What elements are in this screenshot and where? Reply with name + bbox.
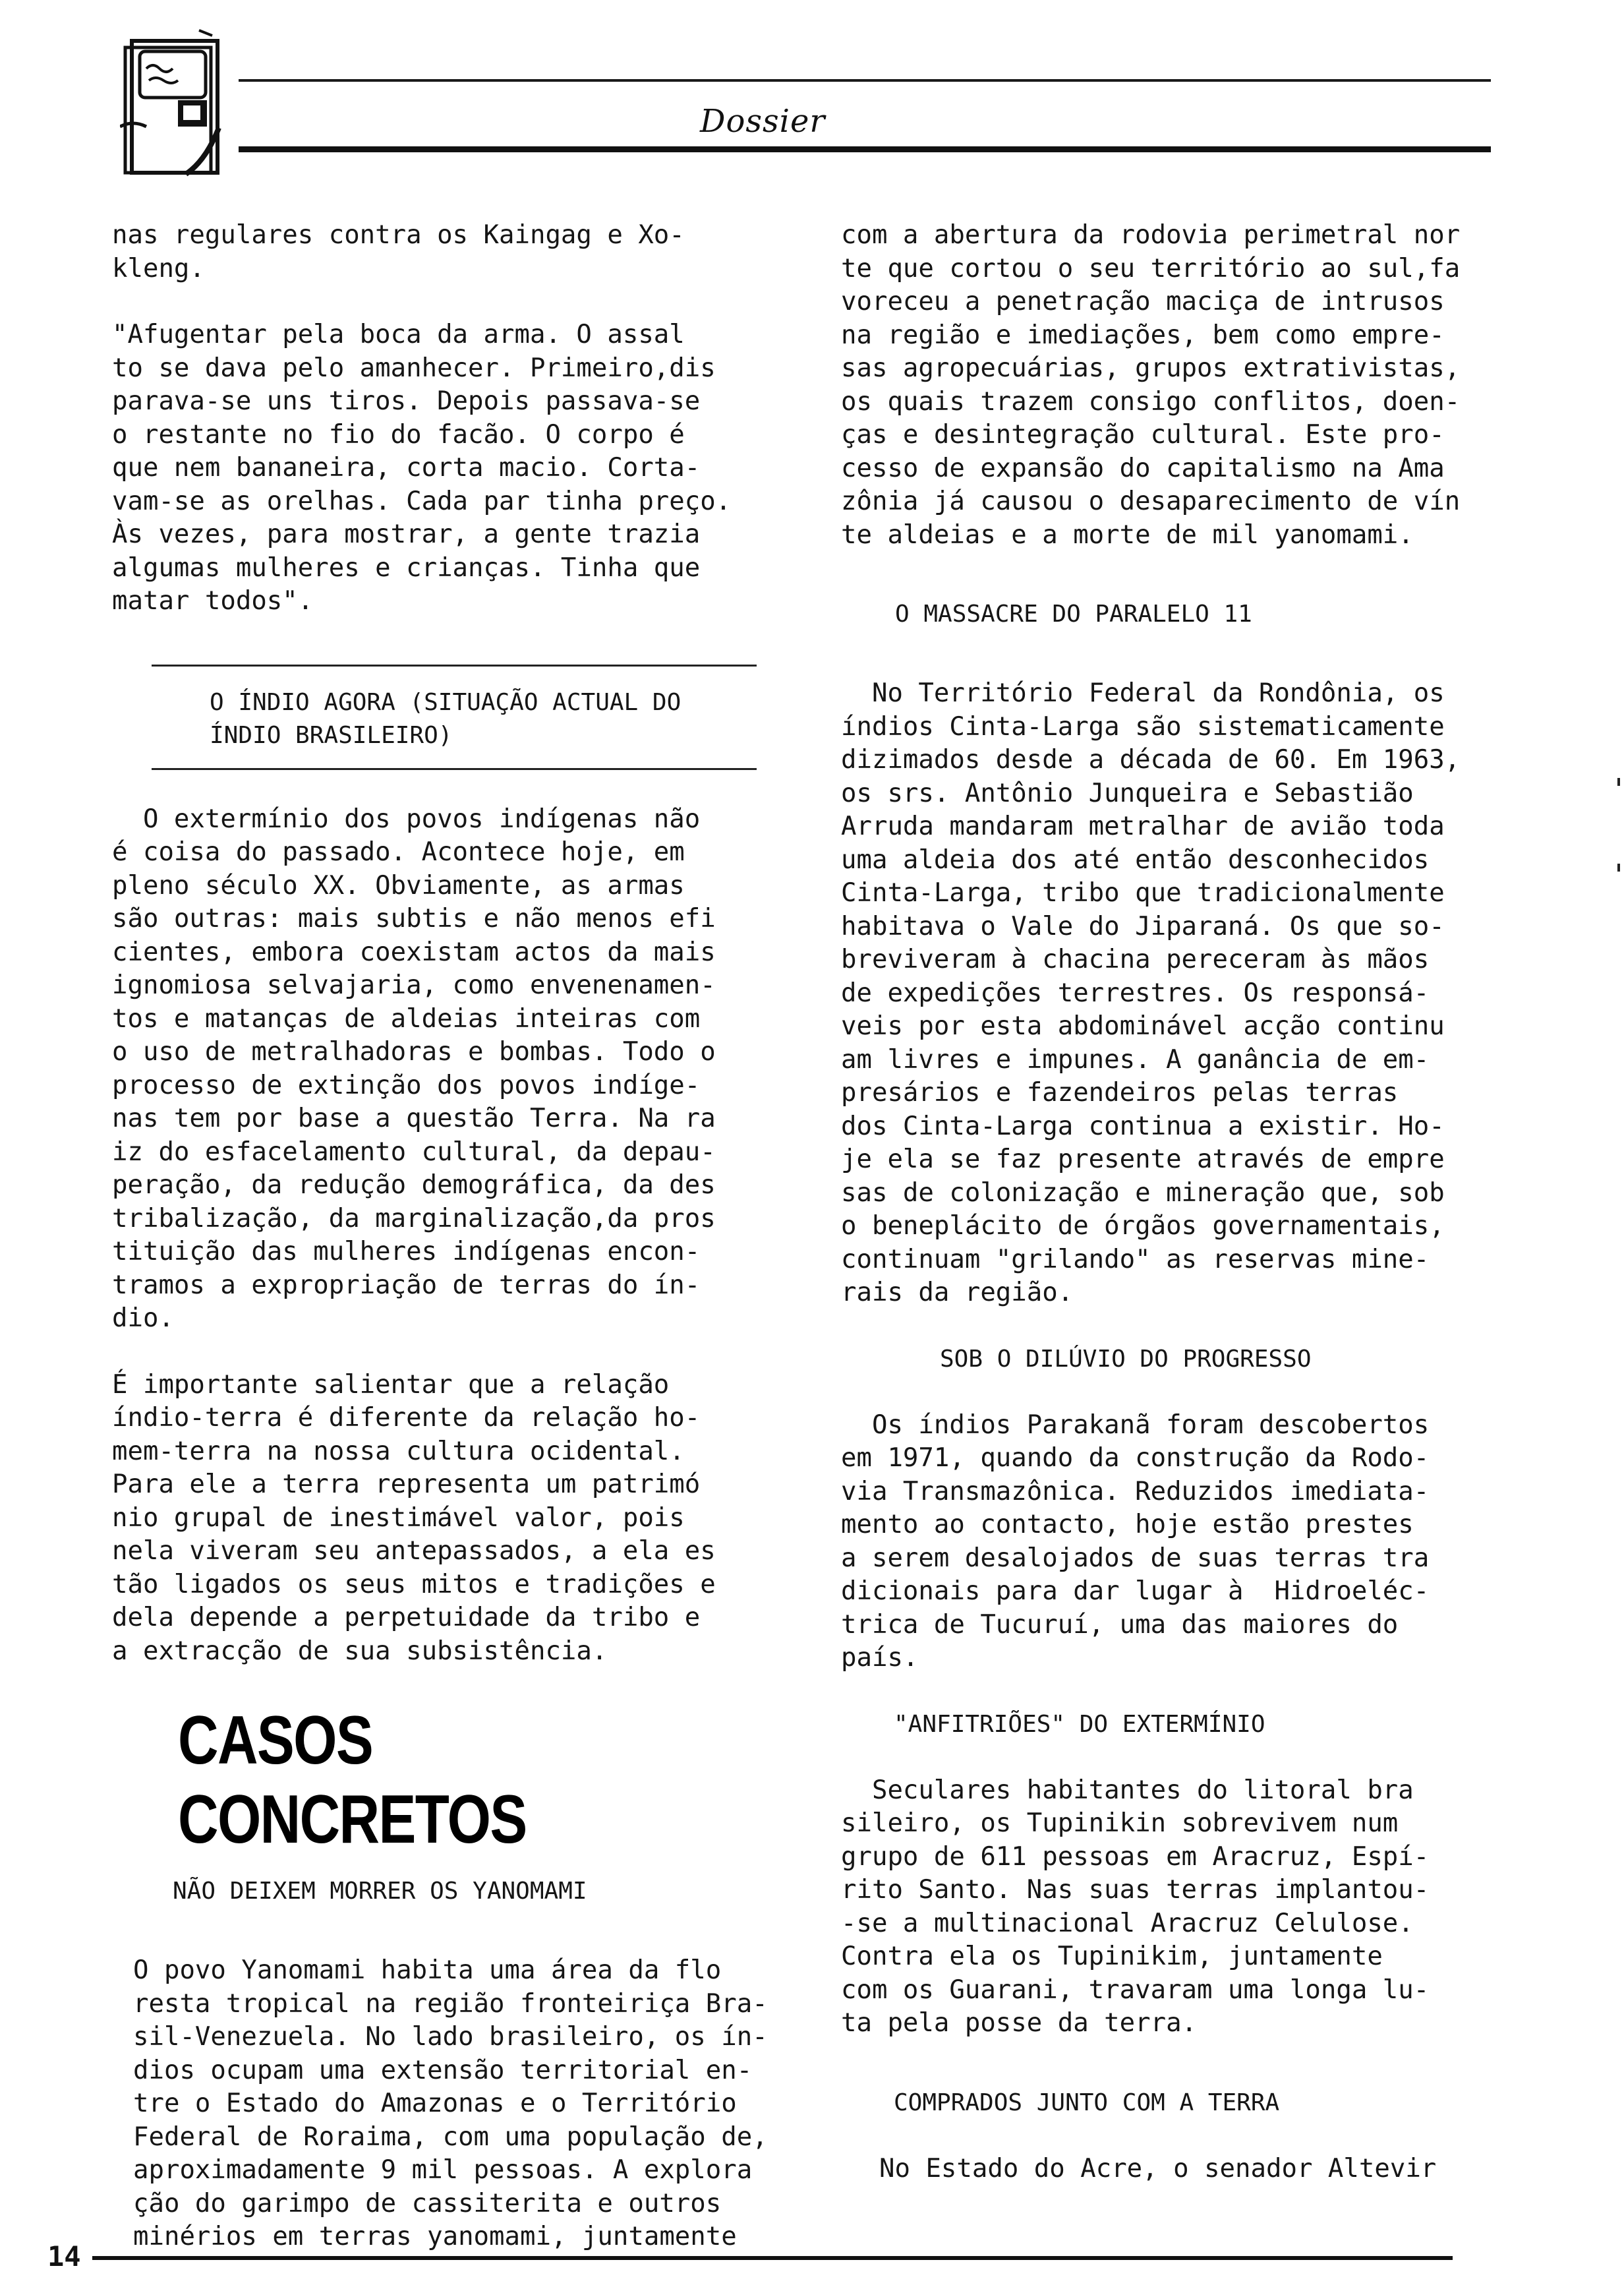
footer-rule xyxy=(92,2256,1453,2260)
page-number: 14 xyxy=(47,2240,81,2273)
paragraph: Os índios Parakanã foram descobertos em 1971, quando da construção da Rodo- via Transmazônica. Reduzidos imediata- mento ao contacto, hoje estão prestes a serem desalojados de suas terras tra dicionais para dar lugar à Hidroeléc- trica de Tucuruí, uma das maiores do país. xyxy=(841,1410,1430,1673)
paragraph: É importante salientar que a relação índio-terra é diferente da relação ho- mem-terra na nossa cultura ocidental. Para ele a terra representa um patrimó nio grupal de inestimável valor, pois nela viveram seu antepassados, a ela es tão ligados os seus mitos e tradições e dela depende a perpetuidade da tribo e a extracção de sua subsistência. xyxy=(112,1369,716,1666)
heading-massacre: O MASSACRE DO PARALELO 11 xyxy=(895,601,1252,628)
boxed-heading xyxy=(152,665,757,770)
box-heading-text: O ÍNDIO AGORA (SITUAÇÃO ACTUAL DO ÍNDIO BRASILEIRO) xyxy=(210,688,682,749)
paragraph: O extermínio dos povos indígenas não é coisa do passado. Acontece hoje, em pleno século XX. Obviamente, as armas são outras: mais subtis e não menos efi cientes, embora coexistam actos da mais ignomiosa selvajaria, como envenenamen- tos e matanças de aldeias inteiras com o uso de metralhadoras e bombas. Todo o processo de extinção dos povos indíge- nas tem por base a questão Terra. Na ra iz do esfacelamento cultural, da depau- peração, da redução demográfica, da des tribalização, da marginalização,da pros tituição das mulheres indígenas encon- tramos a expropriação de terras do ín- dio. xyxy=(112,804,716,1333)
right-column xyxy=(841,219,1508,2185)
section-big-title: CASOS CONCRETOS xyxy=(178,1702,527,1858)
section-title: Dossier xyxy=(700,103,826,140)
heading-comprados: COMPRADOS JUNTO COM A TERRA xyxy=(894,2089,1280,2116)
header-rule-bottom xyxy=(239,146,1491,152)
paragraph: No Estado do Acre, o senador Altevir xyxy=(879,2153,1437,2184)
quote-paragraph: "Afugentar pela boca da arma. O assal to se dava pelo amanhecer. Primeiro,dis parava-se uns tiros. Depois passava-se o restante no fio do facão. O corpo é que nem bananeira, corta macio. Corta- vam-se as orelhas. Cada par tinha preço. Às vezes, para mostrar, a gente trazia algumas mulheres e crianças. Tinha que matar todos". xyxy=(112,320,732,616)
header-rule-top xyxy=(239,79,1491,82)
margin-mark xyxy=(1617,864,1620,872)
paragraph: com a abertura da rodovia perimetral nor te que cortou o seu território ao sul,fa voreceu a penetração maciça de intrusos na região e imediações, bem como empre- sas agropecuárias, grupos extrativistas, os quais trazem consigo conflitos, doen- ças e desintegração cultural. Este pro- cesso de expansão do capitalismo na Ama zônia já causou o desaparecimento de vín te aldeias e a morte de mil yanomami. xyxy=(841,220,1461,550)
left-column xyxy=(112,219,779,2254)
sub-heading: NÃO DEIXEM MORRER OS YANOMAMI xyxy=(173,1878,587,1905)
margin-mark xyxy=(1617,778,1620,786)
dossier-logo-icon xyxy=(120,28,236,179)
paragraph: O povo Yanomami habita uma área da flo resta tropical na região fronteiriça Bra- sil-Venezuela. No lado brasileiro, os ín- dios ocupam uma extensão territorial en- tre o Estado do Amazonas e o Território Federal de Roraima, com uma população de, aproximadamente 9 mil pessoas. A explora ção do garimpo de cassiterita e outros minérios em terras yanomami, juntamente xyxy=(133,1955,768,2251)
paragraph: Seculares habitantes do litoral bra sileiro, os Tupinikin sobrevivem num grupo de 611 pessoas em Aracruz, Espí- rito Santo. Nas suas terras implantou- -se a multinacional Aracruz Celulose. Contra ela os Tupinikim, juntamente com os Guarani, travaram uma longa lu- ta pela posse da terra. xyxy=(841,1775,1430,2038)
paragraph: No Território Federal da Rondônia, os índios Cinta-Larga são sistematicamente dizimados desde a década de 60. Em 1963, os srs. Antônio Junqueira e Sebastião Arruda mandaram metralhar de avião toda uma aldeia dos até então desconhecidos Cinta-Larga, tribo que tradicionalmente habitava o Vale do Jiparaná. Os que so- breviveram à chacina pereceram às mãos de expedições terrestres. Os responsá- veis por esta abdominável acção continu am livres e impunes. A ganância de em- presários e fazendeiros pelas terras dos Cinta-Larga continua a existir. Ho- je ela se faz presente através de empre sas de colonização e mineração que, sob o beneplácito de órgãos governamentais, continuam "grilando" as reservas mine- rais da região. xyxy=(841,678,1461,1307)
paragraph: nas regulares contra os Kaingag e Xo- kleng. xyxy=(112,220,685,283)
heading-anfitrioes: "ANFITRIÕES" DO EXTERMÍNIO xyxy=(894,1710,1265,1738)
heading-diluvio: SOB O DILÚVIO DO PROGRESSO xyxy=(940,1345,1312,1373)
